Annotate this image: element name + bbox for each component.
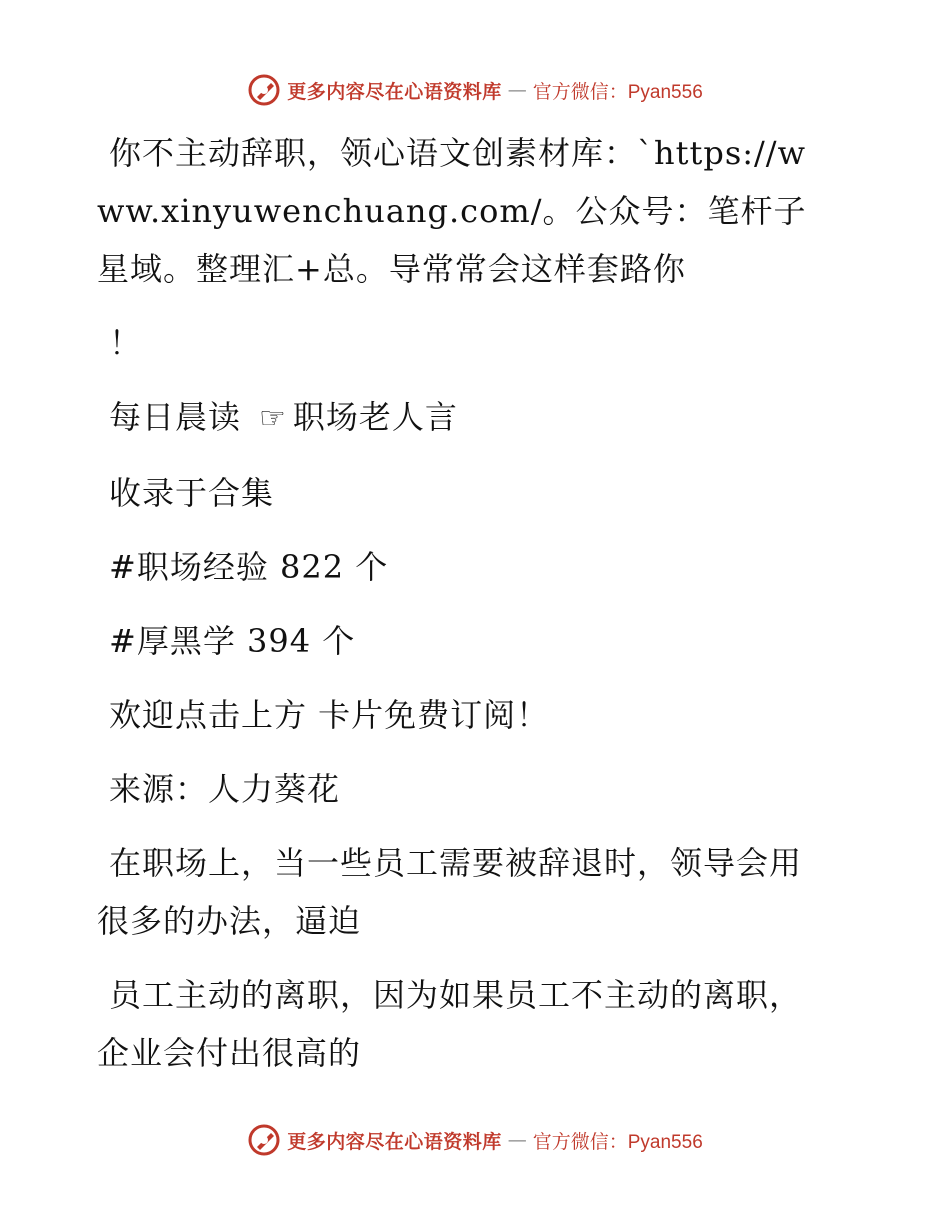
pen-logo-icon — [247, 73, 281, 107]
banner-title: 更多内容尽在心语资料库 — [287, 80, 502, 103]
banner-separator: — — [507, 1129, 527, 1151]
workplace-elder-label: 职场老人言 — [292, 398, 458, 436]
banner-separator: — — [507, 79, 527, 101]
document-body — [97, 124, 827, 1098]
paragraph-body-1: 在职场上，当一些员工需要被辞退时，领导会用很多的办法，逼迫 — [97, 844, 803, 940]
footer-banner — [0, 1120, 950, 1160]
banner-wechat: 官方微信：Pyan556 — [532, 81, 703, 103]
banner-title: 更多内容尽在心语资料库 — [287, 1130, 502, 1153]
paragraph-intro: 你不主动辞职，领心语文创素材库：`https://www.xinyuwenchuang.com/。公众号：笔杆子星域。整理汇+总。导常常会这样套路你 — [97, 134, 807, 288]
banner-wechat: 官方微信：Pyan556 — [532, 1131, 703, 1153]
tag-workplace-experience[interactable]: #职场经验 822 个 — [109, 548, 389, 586]
paragraph-body-2: 员工主动的离职，因为如果员工不主动的离职，企业会付出很高的 — [97, 976, 803, 1072]
morning-read-label: 每日晨读 — [109, 398, 242, 436]
paragraph-collection: 收录于合集 — [109, 474, 275, 512]
pointing-hand-icon: ☞ — [259, 401, 287, 436]
paragraph-subscribe: 欢迎点击上方 卡片免费订阅！ — [109, 696, 550, 734]
paragraph-exclaim: ！ — [109, 324, 143, 362]
pen-logo-icon — [247, 1123, 281, 1157]
paragraph-morning-read — [97, 388, 827, 448]
paragraph-source: 来源：人力葵花 — [109, 770, 341, 808]
header-banner — [0, 70, 950, 110]
tag-thick-black[interactable]: #厚黑学 394 个 — [109, 622, 356, 660]
